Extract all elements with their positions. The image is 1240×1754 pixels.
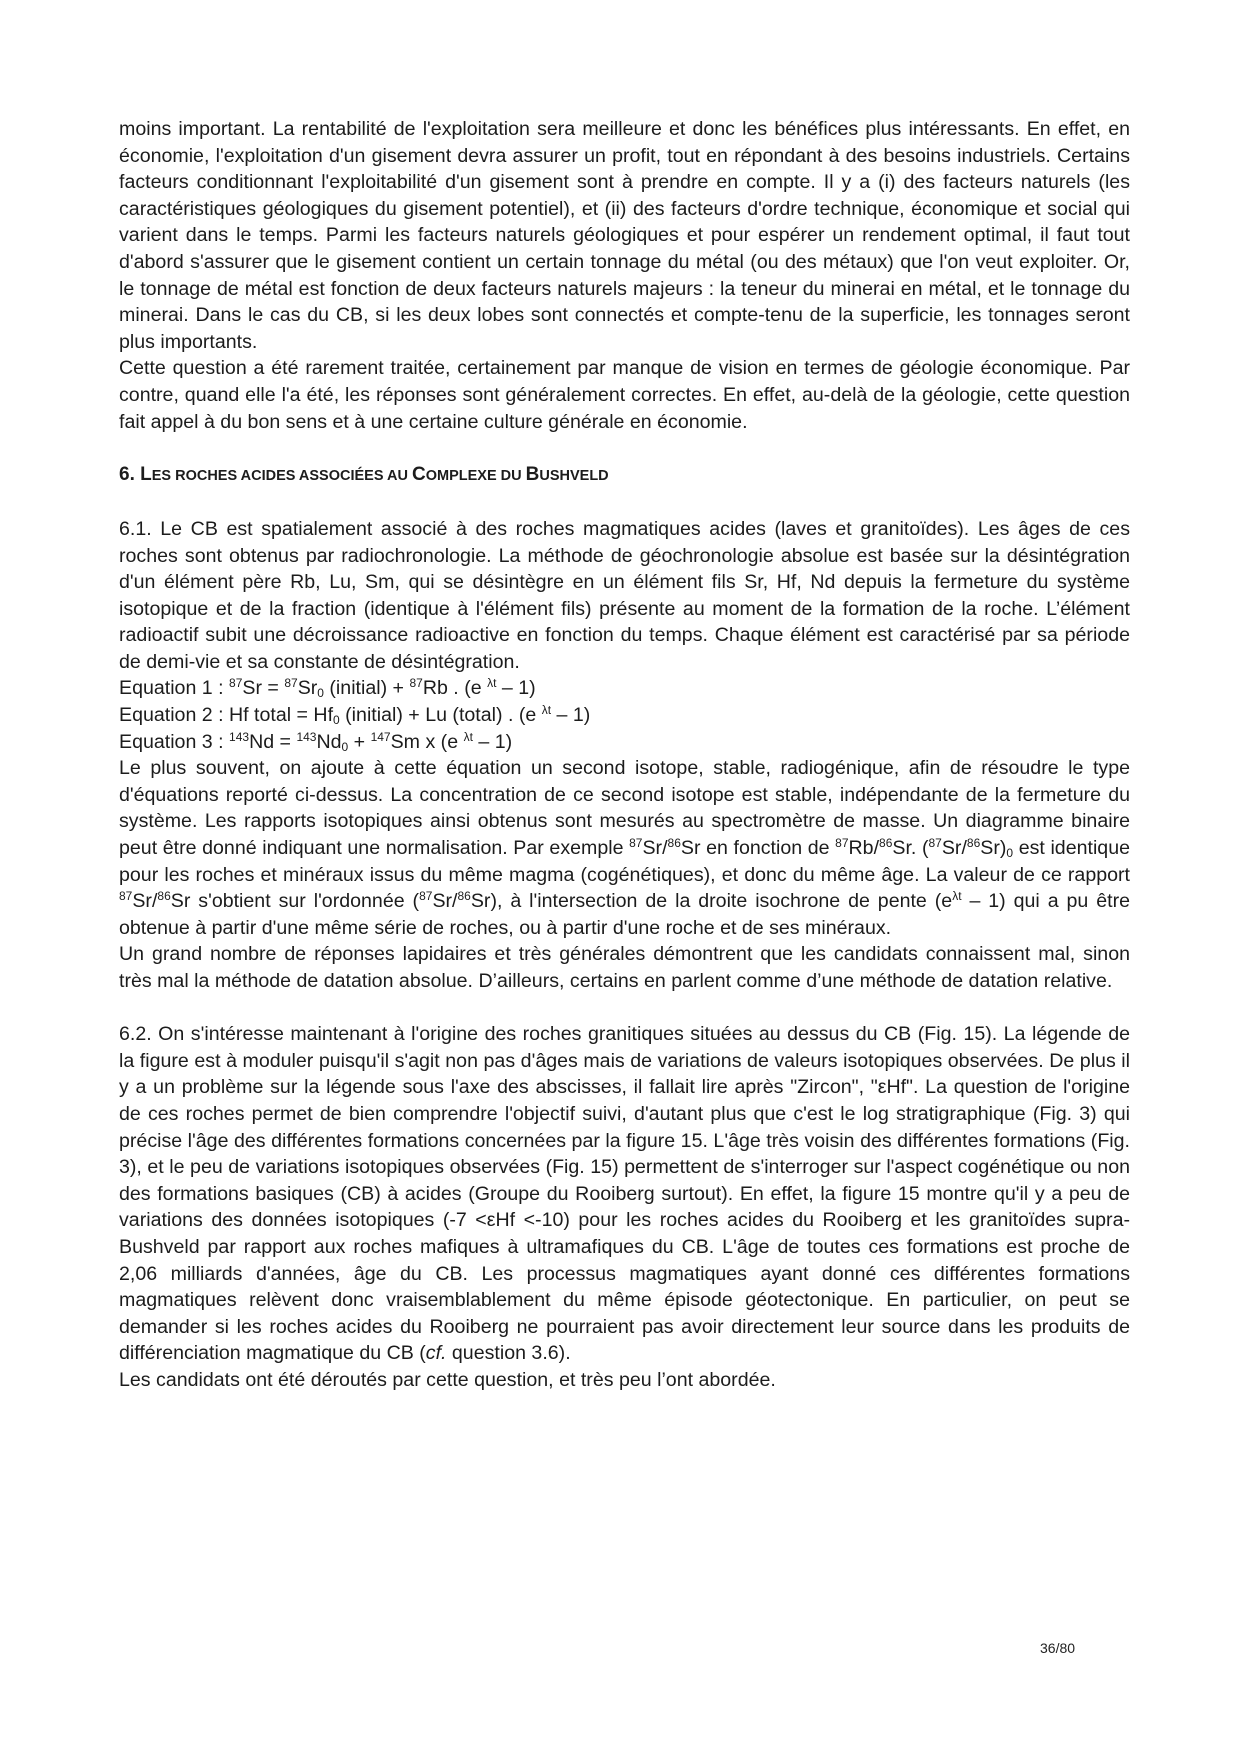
paragraph-6-2: 6.2. On s'intéresse maintenant à l'origine des roches granitiques situées au dessus du CB (Fig. 15). La légende de la figure est à moduler puisqu'il s'agit non pas d'âges mais de variations de valeurs isotopiques observées. De plus il y a un problème sur la légende sous l'axe des abscisses, il fallait lire après "Zircon", "εHf". La question de l'origine de ces roches permet de bien comprendre l'objectif suivi, d'autant plus que c'est le log stratigraphique (Fig. 3) qui précise l'âge des différentes formations concernées par la figure 15. L'âge très voisin des différentes formations (Fig. 3), et le peu de variations isotopiques observées (Fig. 15) permettent de s'interroger sur l'aspect cogénétique ou non des formations basiques (CB) à acides (Groupe du Rooiberg surtout). En effet, la figure 15 montre qu'il y a peu de variations des données isotopiques (-7 <εHf <-10) pour les roches acides du Rooiberg et les granitoïdes supra-Bushveld par rapport aux roches mafiques à ultramafiques du CB. L'âge de toutes ces formations est proche de 2,06 milliards d'années, âge du CB. Les processus magmatiques ayant donné ces différentes formations magmatiques relèvent donc vraisemblablement du même épisode géotectonique. En particulier, on peut se demander si les roches acides du Rooiberg ne pourraient pas avoir directement leur source dans les produits de différenciation magmatique du CB (cf. question 3.6). [119, 1023, 1130, 1365]
paragraph-economics: moins important. La rentabilité de l'exploitation sera meilleure et donc les bénéfices plus intéressants. En effet, en économie, l'exploitation d'un gisement devra assurer un profit, tout en répondant à des besoins industriels. Certains facteurs conditionnant l'exploitabilité d'un gisement sont à prendre en compte. Il y a (i) des facteurs naturels (les caractéristiques géologiques du gisement potentiel), et (ii) des facteurs d'ordre technique, économique et social qui varient dans le temps. Parmi les facteurs naturels géologiques et pour espérer un rendement optimal, il faut tout d'abord s'assurer que le gisement contient un certain tonnage du métal (ou des métaux) que l'on veut exploiter. Or, le tonnage de métal est fonction de deux facteurs naturels majeurs : la teneur du minerai en métal, et le tonnage du minerai. Dans le cas du CB, si les deux lobes sont connectés et compte-tenu de la superficie, les tonnages seront plus importants. [119, 118, 1130, 353]
paragraph-isotopes: Le plus souvent, on ajoute à cette équation un second isotope, stable, radiogénique, afin de résoudre le type d'équations reporté ci-dessus. La concentration de ce second isotope est stable, indépendante de la fermeture du système. Les rapports isotopiques ainsi obtenus sont mesurés au spectromètre de masse. Un diagramme binaire peut être donné indiquant une normalisation. Par exemple $^{87}$Sr/$^{86}$Sr en fonction de $^{87}$Rb/$^{86}$Sr. $(^{87}Sr/^{86}Sr)_0$ est identique pour les roches et minéraux issus du même magma (cogénétiques), et donc du même âge. La valeur de ce rapport $^{87}$Sr/$^{86}$Sr s'obtient sur l'ordonnée ($^{87}$Sr/$^{86}$Sr), à l'intersection de la droite isochrone de pente $(e^{\lambda t} - 1)$ qui a pu être obtenue à partir d'une même série de roches, ou à partir d'une roche et de ses minéraux. [119, 757, 1130, 939]
paragraph-comment-6-2: Les candidats ont été déroutés par cette question, et très peu l’ont abordée. [119, 1368, 776, 1391]
paragraph-comment-economics: Cette question a été rarement traitée, certainement par manque de vision en termes de géologie économique. Par contre, quand elle l'a été, les réponses sont généralement correctes. En effet, au-delà de la géologie, cette question fait appel à du bon sens et à une certaine culture générale en économie. [119, 357, 1130, 433]
paragraph-comment-6-1: Un grand nombre de réponses lapidaires et très générales démontrent que les candidats connaissent mal, sinon très mal la méthode de datation absolue. D’ailleurs, certains en parlent comme d’une méthode de datation relative. [119, 943, 1130, 992]
page-number: 36/80 [1040, 1640, 1076, 1656]
equation-3: Equation 3 : $^{143}Nd = ^{143}Nd_0 + ^{147}Sm$ x (e $^{\lambda t}$ – 1) [119, 729, 513, 754]
equation-2: Equation 2 : Hf total = $Hf_0$ (initial) + Lu (total) . (e $^{\lambda t}$ – 1) [119, 703, 591, 728]
document-page [119, 116, 1130, 1394]
section-heading-6: 6. LES ROCHES ACIDES ASSOCIÉES AU COMPLEXE DU BUSHVELD [119, 463, 609, 485]
paragraph-6-1: 6.1. Le CB est spatialement associé à des roches magmatiques acides (laves et granitoïdes). Les âges de ces roches sont obtenus par radiochronologie. La méthode de géochronologie absolue est basée sur la désintégration d'un élément père Rb, Lu, Sm, qui se désintègre en un élément fils Sr, Hf, Nd depuis la fermeture du système isotopique et de la fraction (identique à l'élément fils) présente au moment de la formation de la roche. L’élément radioactif subit une décroissance radioactive en fonction du temps. Chaque élément est caractérisé par sa période de demi-vie et sa constante de désintégration. [119, 517, 1130, 673]
equation-1: Equation 1 : $^{87}Sr = ^{87}Sr_0$ (initial) + $^{87}$Rb . (e $^{\lambda t}$ – 1) [119, 676, 536, 701]
